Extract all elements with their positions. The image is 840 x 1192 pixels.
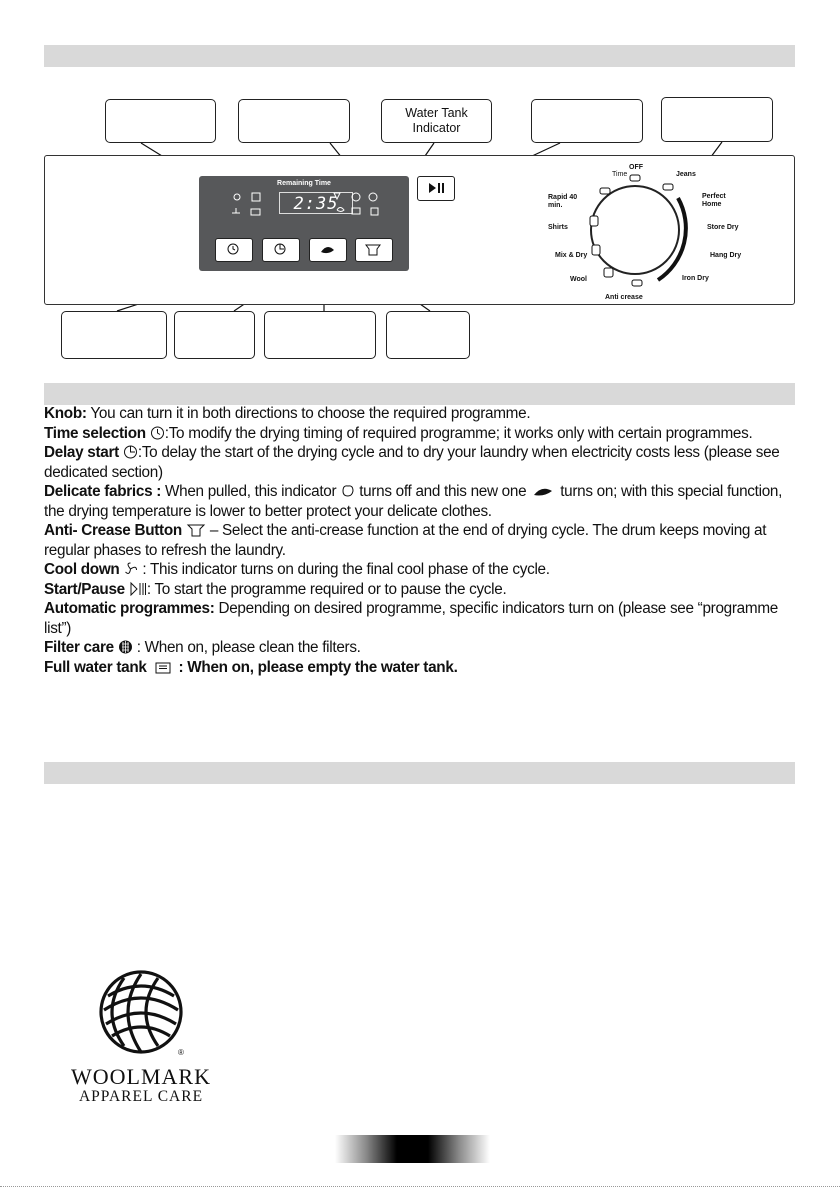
dial-jeans: Jeans <box>676 171 696 178</box>
iron-icon <box>251 209 260 215</box>
dial-perfect-home: Perfect Home <box>702 193 726 208</box>
cotton-icon <box>340 483 355 498</box>
anti-crease-icon <box>356 239 391 260</box>
play-pause-icon <box>129 581 147 596</box>
section-header-bar-3 <box>44 762 795 784</box>
dial-shirts: Shirts <box>548 224 568 231</box>
filter-icon <box>118 639 133 654</box>
dial-time: Time <box>612 171 628 178</box>
desc-filter-care: Filter care : When on, please clean the filters. <box>44 639 361 656</box>
clock-icon <box>150 425 165 440</box>
woolmark-tagline: APPAREL CARE <box>78 1088 204 1105</box>
delicate-fabrics-button[interactable] <box>309 238 347 262</box>
water-tank-icon <box>151 659 175 674</box>
delay-icon <box>123 444 138 459</box>
cupboard-icon <box>252 193 260 201</box>
feather-indicator-icon <box>337 208 344 212</box>
play-pause-icon <box>418 177 453 199</box>
dial-wool: Wool <box>570 276 587 283</box>
dial-mix-dry: Mix & Dry <box>555 252 588 259</box>
desc-start-pause: Start/Pause : To start the programme required or to pause the cycle. <box>44 580 507 598</box>
registered-mark: ® <box>178 1048 184 1057</box>
fan-icon <box>123 561 138 576</box>
clock-icon <box>216 239 251 260</box>
function-descriptions <box>44 404 796 677</box>
time-readout: 2:35 <box>279 192 353 214</box>
sun-icon <box>234 194 240 200</box>
desc-cool-down: Cool down : This indicator turns on during the final cool phase of the cycle. <box>44 561 550 578</box>
anti-crease-icon <box>186 522 206 537</box>
anti-crease-indicator-icon <box>334 193 340 199</box>
delay-start-button[interactable] <box>262 238 300 262</box>
desc-delicate-fabrics: Delicate fabrics : When pulled, this indicator turns off and this new one turns on; with this special function, the drying temperature is lower to better protect your delicate clothes. <box>44 483 783 520</box>
desc-full-water-tank: Full water tank : When on, please empty the water tank. <box>44 658 458 676</box>
desc-time-selection: Time selection :To modify the drying timing of required programme; it works only with certain programmes. <box>44 424 753 442</box>
feather-icon <box>530 483 556 498</box>
hanger-icon <box>232 208 240 213</box>
dial-off: OFF <box>629 164 643 171</box>
dial-anti-crease: Anti crease <box>605 294 643 301</box>
time-selection-button[interactable] <box>215 238 253 262</box>
desc-delay-start: Delay start :To delay the start of the drying cycle and to dry your laundry when electricity costs less (please see dedicated section) <box>44 444 780 481</box>
dial-store-dry: Store Dry <box>707 224 739 231</box>
woolmark-name: WOOLMARK <box>71 1064 211 1089</box>
dial-iron-dry: Iron Dry <box>682 275 709 282</box>
bottom-dotted-line <box>0 1186 840 1187</box>
section-header-bar-2 <box>44 383 795 405</box>
water-tank-indicator-icon <box>371 208 378 215</box>
desc-automatic-programmes: Automatic programmes: Depending on desired programme, specific indicators turn on (please see “programme list”) <box>44 600 778 637</box>
lcd-display <box>199 176 409 271</box>
woolmark-symbol <box>56 968 226 1068</box>
filter-indicator-icon <box>369 193 377 201</box>
remaining-time-label: Remaining Time <box>277 180 331 187</box>
page-number-bar <box>335 1135 490 1163</box>
woolmark-logo <box>56 968 226 1118</box>
indicator-icons <box>199 176 409 236</box>
feather-icon <box>310 239 345 260</box>
anti-crease-button[interactable] <box>355 238 393 262</box>
cotton-indicator-icon <box>352 208 360 214</box>
fan-indicator-icon <box>352 193 360 201</box>
dial-hang-dry: Hang Dry <box>710 252 742 259</box>
delay-icon <box>263 239 298 260</box>
callout-water-tank: Water Tank Indicator <box>381 99 492 143</box>
dial-rapid: Rapid 40 min. <box>548 194 578 209</box>
desc-anti-crease: Anti- Crease Button – Select the anti-crease function at the end of drying cycle. The drum keeps moving at regular phases to refresh the laundry. <box>44 522 767 559</box>
desc-knob: Knob: You can turn it in both directions to choose the required programme. <box>44 405 531 422</box>
start-pause-button[interactable] <box>417 176 455 201</box>
